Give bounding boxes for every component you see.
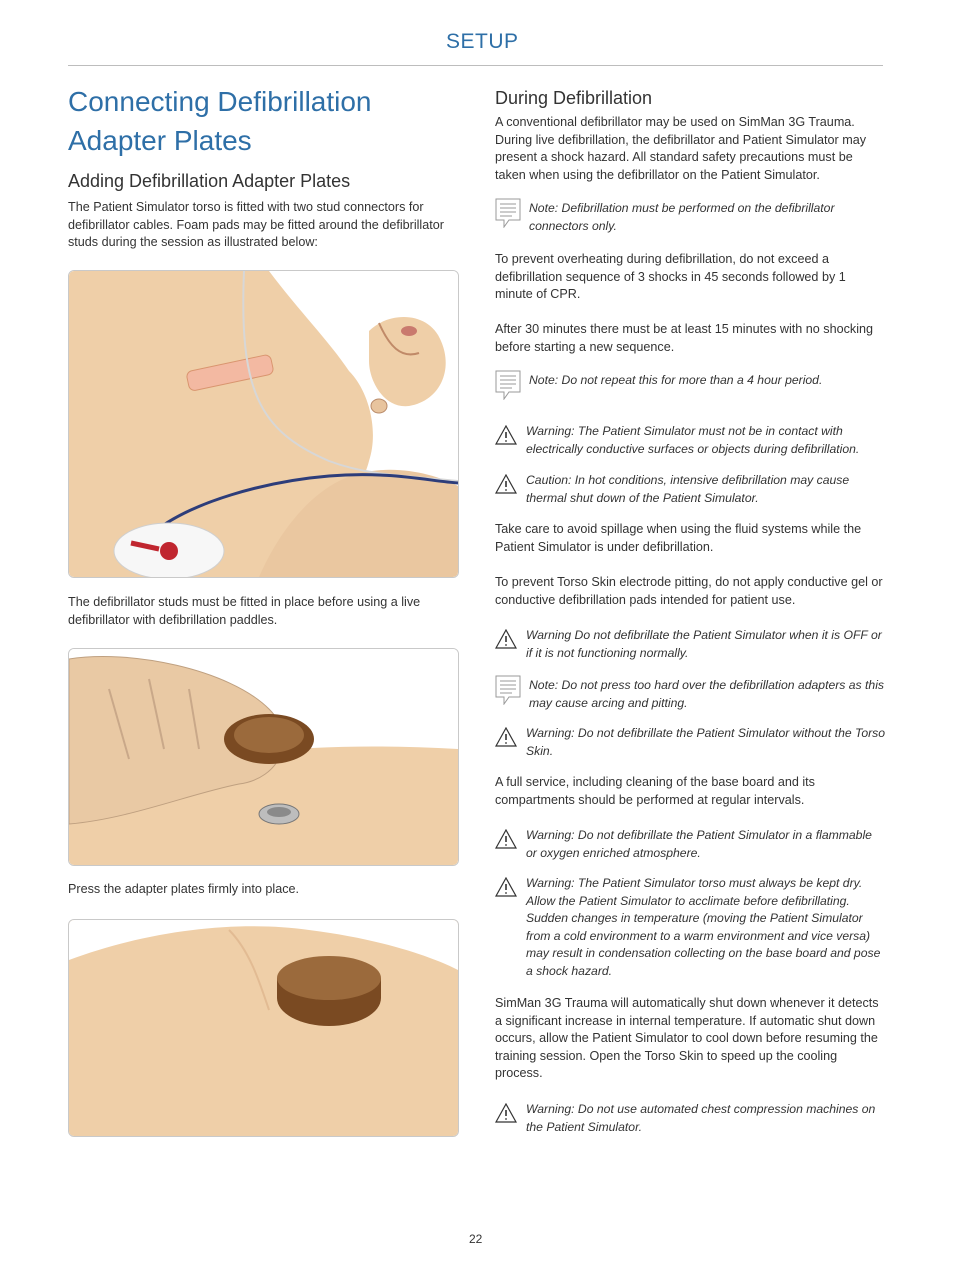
note-icon <box>495 675 521 705</box>
note-text: Note: Do not repeat this for more than a 4 hour period. <box>529 373 823 387</box>
warning-text: Warning Do not defibrillate the Patient Simulator when it is OFF or if it is not functioning normally. <box>526 628 882 660</box>
warning-triangle-icon <box>495 425 517 445</box>
paragraph-overheating: To prevent overheating during defibrillation, do not exceed a defibrillation sequence of 3 shocks in 45 seconds followed by 1 minute of CPR. <box>495 252 846 302</box>
intro-paragraph: The Patient Simulator torso is fitted with two stud connectors for defibrillator cables. Foam pads may be fitted around the defibrillator studs during the session as illustrated below: <box>68 200 444 250</box>
warning-triangle-icon <box>495 1103 517 1123</box>
paragraph-full-service: A full service, including cleaning of the base board and its compartments should be performed at regular intervals. <box>495 775 815 807</box>
plate-in-place-illustration <box>69 920 458 1136</box>
warning-off-or-malfunction <box>495 627 885 667</box>
warning-text: Warning: Do not defibrillate the Patient Simulator in a flammable or oxygen enriched atmosphere. <box>526 828 872 860</box>
paragraph-auto-shutdown: SimMan 3G Trauma will automatically shut down whenever it detects a significant increase in internal temperature. If automatic shut down occurs, allow the Patient Simulator to cool down before resuming the training session. Open the Torso Skin to speed up the cooling process. <box>495 996 879 1081</box>
note-icon <box>495 370 521 400</box>
warning-without-torso-skin <box>495 725 885 765</box>
warning-text: Warning: The Patient Simulator torso must always be kept dry. Allow the Patient Simulator to acclimate before defibrillating. Sudden changes in temperature (moving the Patient Simulator from a cold environment to a warm environment and vice versa) may result in condensation collecting on the base board and pose a shock hazard. <box>526 876 881 978</box>
note-text: Note: Defibrillation must be performed on the defibrillator connectors only. <box>529 201 835 233</box>
warning-triangle-icon <box>495 474 517 494</box>
warning-text: Warning: The Patient Simulator must not be in contact with electrically conductive surfaces or objects during defibrillation. <box>526 424 860 456</box>
warning-text: Warning: Do not use automated chest compression machines on the Patient Simulator. <box>526 1102 876 1134</box>
paragraph-conventional-defib: A conventional defibrillator may be used on SimMan 3G Trauma. During live defibrillation, the defibrillator and Patient Simulator may present a shock hazard. All standard safety precautions must be taken when using the defibrillator on the Patient Simulator. <box>495 115 866 182</box>
page-number: 22 <box>469 1232 483 1246</box>
caption-studs-fitted: The defibrillator studs must be fitted in place before using a live defibrillator with defibrillation paddles. <box>68 595 421 627</box>
note-text: Note: Do not press too hard over the defibrillation adapters as this may cause arcing and pitting. <box>529 678 884 710</box>
figure-hand-inserting-plate <box>68 648 459 866</box>
warning-conductive-surfaces <box>495 423 885 463</box>
warning-chest-compression-machines <box>495 1101 885 1141</box>
caution-thermal-shutdown <box>495 472 885 512</box>
note-defib-connectors <box>495 198 885 238</box>
warning-keep-dry <box>495 875 885 985</box>
paragraph-30-minutes: After 30 minutes there must be at least 15 minutes with no shocking before starting a new sequence. <box>495 322 874 354</box>
note-4-hour-limit <box>495 370 885 404</box>
right-subheading: During Defibrillation <box>495 88 653 108</box>
warning-flammable-atmosphere <box>495 827 885 867</box>
figure-manikin-defib-cable <box>68 270 459 578</box>
paragraph-electrode-pitting: To prevent Torso Skin electrode pitting, do not apply conductive gel or conductive defibrillation pads intended for patient use. <box>495 575 883 607</box>
note-icon <box>495 198 521 228</box>
warning-triangle-icon <box>495 829 517 849</box>
caution-text: Caution: In hot conditions, intensive defibrillation may cause thermal shut down of the Patient Simulator. <box>526 473 850 505</box>
note-press-too-hard <box>495 675 885 715</box>
manikin-illustration <box>69 271 458 577</box>
hand-plate-illustration <box>69 649 458 865</box>
header-divider <box>68 65 883 66</box>
warning-triangle-icon <box>495 727 517 747</box>
warning-triangle-icon <box>495 877 517 897</box>
warning-text: Warning: Do not defibrillate the Patient Simulator without the Torso Skin. <box>526 726 886 758</box>
section-header: SETUP <box>446 30 519 53</box>
paragraph-spillage: Take care to avoid spillage when using the fluid systems while the Patient Simulator is under defibrillation. <box>495 522 862 554</box>
figure-plate-in-place <box>68 919 459 1137</box>
caption-press-plates: Press the adapter plates firmly into place. <box>68 882 299 896</box>
page-title: Connecting Defibrillation Adapter Plates <box>68 86 372 156</box>
warning-triangle-icon <box>495 629 517 649</box>
left-subheading: Adding Defibrillation Adapter Plates <box>68 171 351 191</box>
